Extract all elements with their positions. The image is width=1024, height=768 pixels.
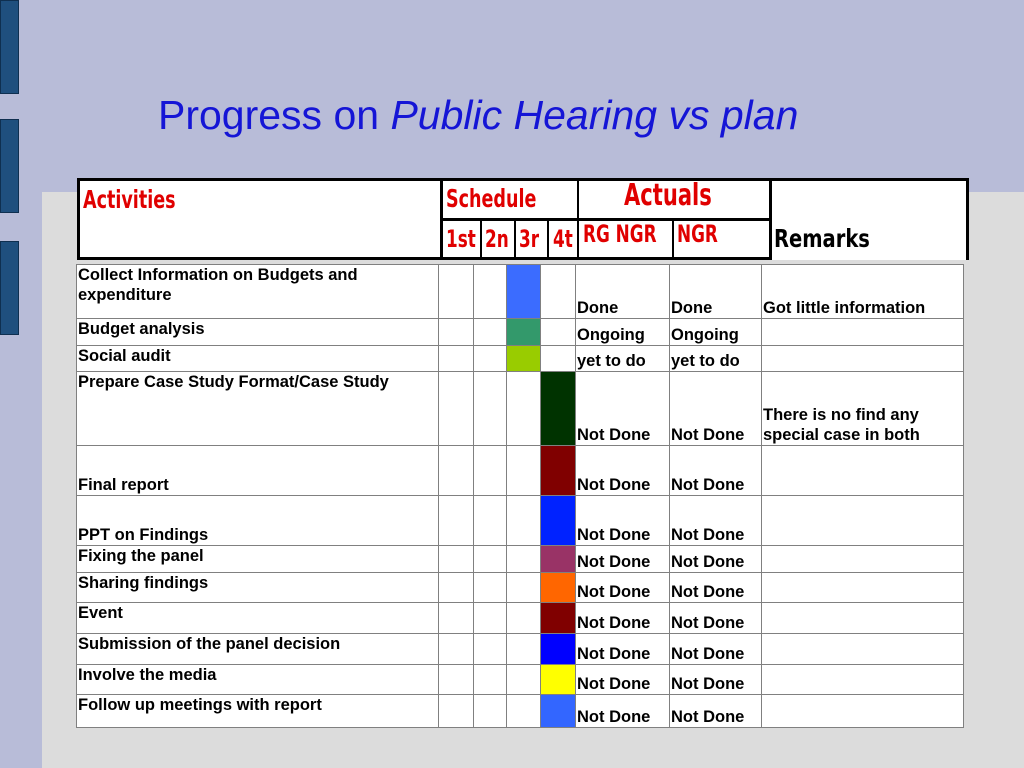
schedule-q3-cell [507, 573, 541, 603]
side-bar-top [0, 0, 19, 94]
table-row [77, 603, 964, 634]
activity-cell: PPT on Findings [77, 496, 439, 546]
rg-ngr-cell: yet to do [576, 346, 670, 372]
activity-cell: Submission of the panel decision [77, 634, 439, 665]
table-row [77, 546, 964, 573]
schedule-q2-cell [474, 603, 507, 634]
remarks-cell [762, 346, 964, 372]
remarks-cell [762, 319, 964, 346]
schedule-q2-cell [474, 265, 507, 319]
table-row [77, 695, 964, 728]
activity-cell: Budget analysis [77, 319, 439, 346]
schedule-q3-cell [507, 634, 541, 665]
schedule-q4-cell [541, 573, 576, 603]
rg-ngr-cell: Not Done [576, 634, 670, 665]
schedule-q1-cell [439, 546, 474, 573]
schedule-q2-cell [474, 546, 507, 573]
schedule-q1-cell [439, 603, 474, 634]
quarter-4-header: 4t [553, 225, 573, 253]
quarter-2-header: 2n [485, 225, 509, 253]
remarks-cell [762, 695, 964, 728]
table-row [77, 265, 964, 319]
side-bar-middle [0, 119, 19, 213]
rg-ngr-header: RG NGR [583, 220, 657, 248]
schedule-q1-cell [439, 346, 474, 372]
ngr-cell: Not Done [670, 372, 762, 446]
schedule-q3-cell [507, 446, 541, 496]
slide-title [158, 92, 798, 139]
schedule-q4-cell [541, 319, 576, 346]
schedule-q4-cell [541, 372, 576, 446]
table-header [77, 178, 969, 260]
schedule-q4-cell [541, 496, 576, 546]
schedule-q2-cell [474, 634, 507, 665]
schedule-q2-cell [474, 695, 507, 728]
remarks-cell: There is no find any special case in both [762, 372, 964, 446]
schedule-q1-cell [439, 665, 474, 695]
schedule-q1-cell [439, 573, 474, 603]
rg-ngr-cell: Not Done [576, 546, 670, 573]
schedule-q1-cell [439, 695, 474, 728]
schedule-q4-cell [541, 634, 576, 665]
schedule-q2-cell [474, 496, 507, 546]
remarks-header: Remarks [774, 224, 870, 253]
ngr-cell: Not Done [670, 546, 762, 573]
activity-cell: Final report [77, 446, 439, 496]
schedule-q1-cell [439, 372, 474, 446]
remarks-cell [762, 603, 964, 634]
ngr-cell: yet to do [670, 346, 762, 372]
remarks-cell [762, 634, 964, 665]
ngr-cell: Not Done [670, 634, 762, 665]
schedule-q2-cell [474, 573, 507, 603]
activity-cell: Prepare Case Study Format/Case Study [77, 372, 439, 446]
schedule-q3-cell [507, 346, 541, 372]
activity-cell: Social audit [77, 346, 439, 372]
schedule-q4-cell [541, 665, 576, 695]
schedule-header: Schedule [446, 184, 537, 213]
table-row [77, 634, 964, 665]
table-row [77, 496, 964, 546]
rg-ngr-cell: Done [576, 265, 670, 319]
remarks-cell [762, 496, 964, 546]
activity-cell: Collect Information on Budgets and expenditure [77, 265, 439, 319]
schedule-q4-cell [541, 695, 576, 728]
remarks-cell [762, 573, 964, 603]
schedule-q1-cell [439, 496, 474, 546]
side-bar-bottom [0, 241, 19, 335]
schedule-q3-cell [507, 319, 541, 346]
ngr-cell: Not Done [670, 496, 762, 546]
rg-ngr-cell: Not Done [576, 496, 670, 546]
ngr-cell: Not Done [670, 446, 762, 496]
schedule-q1-cell [439, 319, 474, 346]
ngr-cell: Done [670, 265, 762, 319]
activity-cell: Fixing the panel [77, 546, 439, 573]
ngr-cell: Not Done [670, 573, 762, 603]
table-row [77, 573, 964, 603]
schedule-q2-cell [474, 319, 507, 346]
activity-cell: Follow up meetings with report [77, 695, 439, 728]
rg-ngr-cell: Not Done [576, 665, 670, 695]
table-row [77, 319, 964, 346]
schedule-q4-cell [541, 346, 576, 372]
actuals-header: Actuals [624, 178, 712, 213]
schedule-q3-cell [507, 665, 541, 695]
remarks-cell [762, 665, 964, 695]
remarks-cell: Got little information [762, 265, 964, 319]
quarter-3-header: 3r [519, 225, 540, 253]
title-prefix: Progress on [158, 92, 391, 138]
schedule-q4-cell [541, 546, 576, 573]
ngr-cell: Not Done [670, 695, 762, 728]
table-row [77, 372, 964, 446]
progress-table [76, 264, 964, 728]
table-row [77, 665, 964, 695]
ngr-cell: Not Done [670, 665, 762, 695]
schedule-q3-cell [507, 372, 541, 446]
schedule-q2-cell [474, 665, 507, 695]
schedule-q2-cell [474, 372, 507, 446]
schedule-q4-cell [541, 446, 576, 496]
rg-ngr-cell: Not Done [576, 695, 670, 728]
ngr-header: NGR [677, 220, 718, 248]
activities-header: Activities [83, 185, 176, 214]
schedule-q1-cell [439, 265, 474, 319]
remarks-cell [762, 546, 964, 573]
ngr-cell: Ongoing [670, 319, 762, 346]
schedule-q4-cell [541, 265, 576, 319]
rg-ngr-cell: Not Done [576, 573, 670, 603]
ngr-cell: Not Done [670, 603, 762, 634]
schedule-q1-cell [439, 446, 474, 496]
schedule-q1-cell [439, 634, 474, 665]
rg-ngr-cell: Not Done [576, 446, 670, 496]
table-row [77, 346, 964, 372]
activity-cell: Sharing findings [77, 573, 439, 603]
schedule-q3-cell [507, 603, 541, 634]
rg-ngr-cell: Not Done [576, 372, 670, 446]
quarter-1-header: 1st [446, 225, 476, 253]
schedule-q3-cell [507, 265, 541, 319]
schedule-q4-cell [541, 603, 576, 634]
rg-ngr-cell: Not Done [576, 603, 670, 634]
activity-cell: Involve the media [77, 665, 439, 695]
table-row [77, 446, 964, 496]
schedule-q3-cell [507, 496, 541, 546]
schedule-q3-cell [507, 546, 541, 573]
rg-ngr-cell: Ongoing [576, 319, 670, 346]
schedule-q3-cell [507, 695, 541, 728]
remarks-cell [762, 446, 964, 496]
schedule-q2-cell [474, 446, 507, 496]
title-italic: Public Hearing vs plan [390, 92, 799, 138]
activity-cell: Event [77, 603, 439, 634]
schedule-q2-cell [474, 346, 507, 372]
